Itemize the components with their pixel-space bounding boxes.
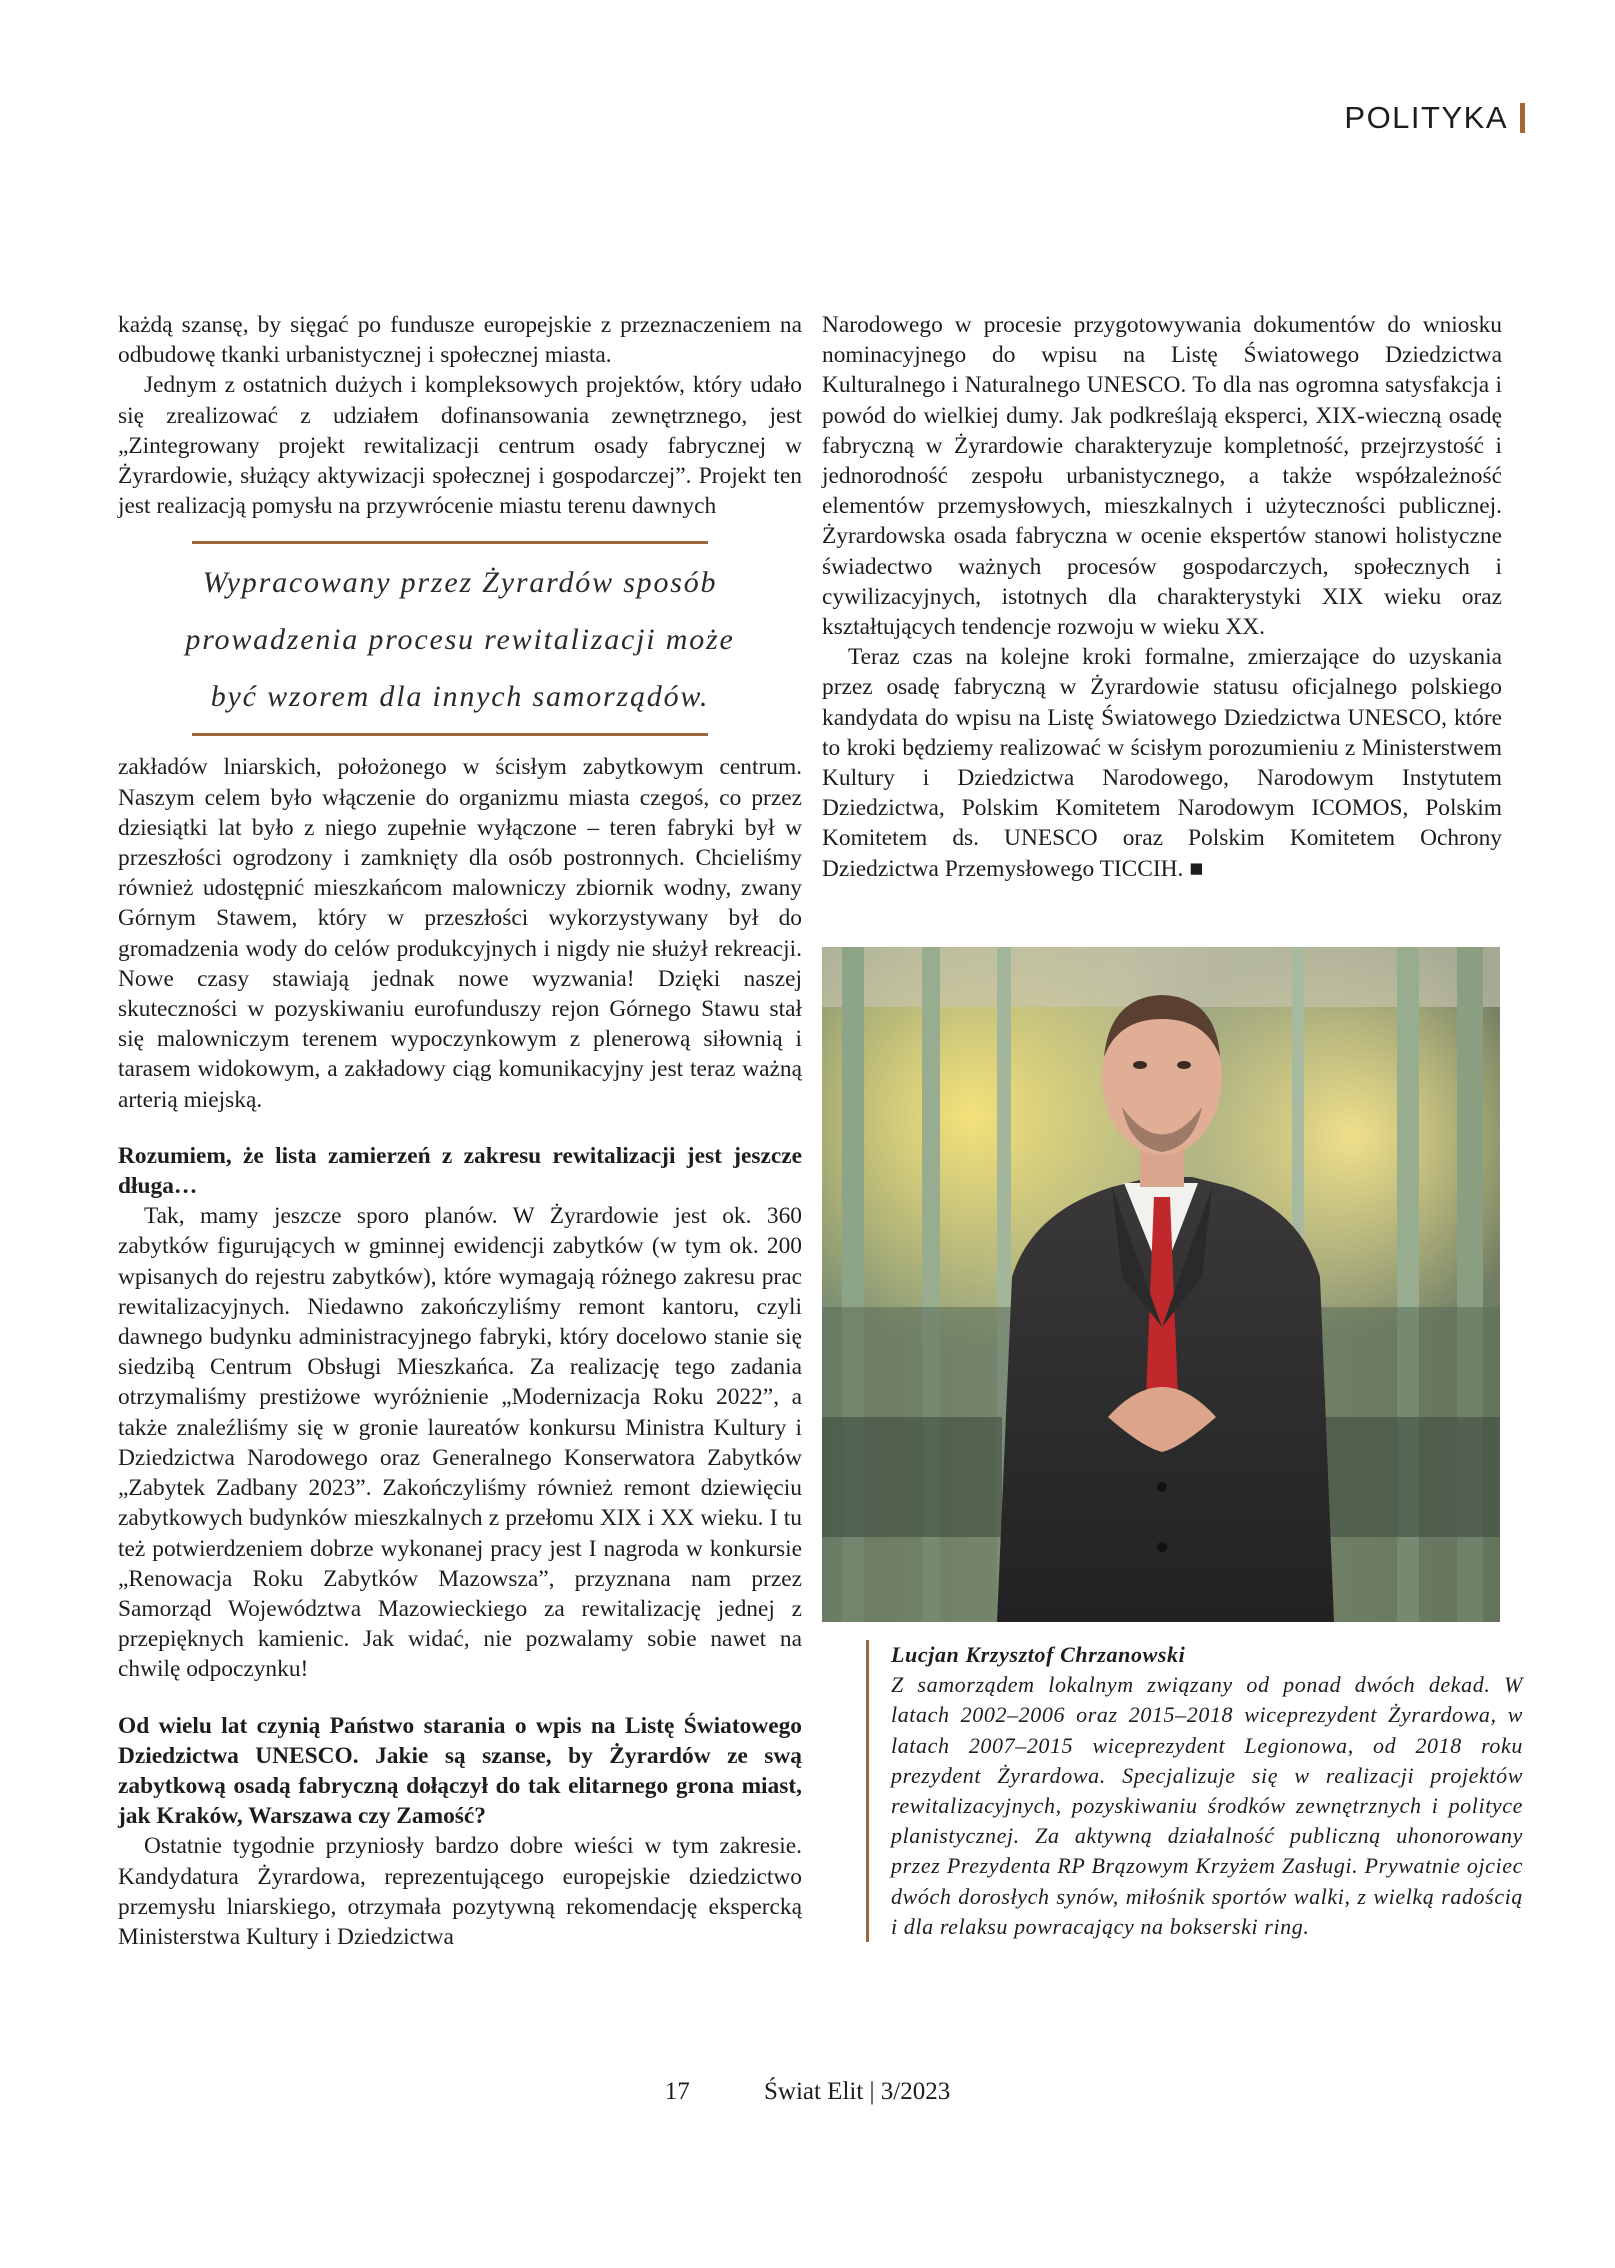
end-mark: ■	[1189, 855, 1204, 882]
magazine-issue: Świat Elit | 3/2023	[763, 2078, 951, 2105]
paragraph: Tak, mamy jeszcze sporo planów. W Żyrardowie jest ok. 360 zabytków figurujących w gminnej ewidencji zabytków (w tym ok. 200 wpisanych do rejestru zabytków), które wymagają różnego zakresu prac rewitalizacyjnych. Niedawno zakończyliśmy remont kantoru, czyli dawnego budynku administracyjnego fabryki, który docelowo stanie się siedzibą Centrum Obsługi Mieszkańca. Za realizację tego zadania otrzymaliśmy prestiżowe wyróżnienie „Modernizacja Roku 2022”, a także znaleźliśmy się w gronie laureatów konkursu Ministra Kultury i Dziedzictwa Narodowego oraz Generalnego Konserwatora Zabytków „Zabytek Zadbany 2023”. Zakończyliśmy również remont dziewięciu zabytkowych budynków mieszkalnych z przełomu XIX i XX wieku. I tu też potwierdzeniem dobrze wykonanej pracy jest I nagroda w konkursie „Renowacja Roku Zabytków Mazowsza”, przyznana nam przez Samorząd Województwa Mazowieckiego za rewitalizację jednej z przepięknych kamienic. Jak widać, nie pozwalamy sobie nawet na chwilę odpoczynku!	[118, 1203, 802, 1683]
pull-quote	[118, 541, 802, 736]
page-number: 17	[664, 2078, 690, 2105]
left-column	[118, 310, 802, 1952]
paragraph-text: Teraz czas na kolejne kroki formalne, zmierzające do uzyskania przez osadę fabryczną w Żyrardowie statusu oficjalnego polskiego kandydata do wpisu na Listę Światowego Dziedzictwa UNESCO, które to kroki będziemy realizować w ścisłym porozumieniu z Ministerstwem Kultury i Dziedzictwa Narodowego, Narodowym Instytutem Dziedzictwa, Polskim Komitetem Narodowym ICOMOS, Polskim Komitetem ds. UNESCO oraz Polskim Komitetem Ochrony Dziedzictwa Przemysłowego TICCIH.	[822, 644, 1502, 882]
section-title: POLITYKA	[1344, 100, 1508, 135]
pull-quote-rule-bottom	[192, 733, 708, 736]
right-column	[822, 310, 1502, 884]
paragraph: każdą szansę, by sięgać po fundusze europejskie z przeznaczeniem na odbudowę tkanki urbanistycznej i społecznej miasta.	[118, 312, 802, 369]
paragraph: Ostatnie tygodnie przyniosły bardzo dobre wieści w tym zakresie. Kandydatura Żyrardowa, reprezentującego europejskie dziedzictwo przemysłu lniarskiego, otrzymała pozytywną rekomendację ekspercką Ministerstwa Kultury i Dziedzictwa	[118, 1833, 802, 1950]
interview-question: Rozumiem, że lista zamierzeń z zakresu rewitalizacji jest jeszcze długa…	[118, 1142, 802, 1200]
page-footer	[0, 2078, 1615, 2106]
paragraph	[822, 642, 1502, 884]
section-header	[1344, 100, 1525, 136]
photo-caption	[866, 1640, 1523, 1942]
paragraph: zakładów lniarskich, położonego w ścisłym zabytkowym centrum. Naszym celem było włączenie do organizmu miasta czegoś, co przez dziesiątki lat było z niego zupełnie wyłączone – teren fabryki był w przeszłości ogrodzony i zamknięty dla osób postronnych. Chcieliśmy również udostępnić mieszkańcom malowniczy zbiornik wodny, zwany Górnym Stawem, który w przeszłości wykorzystywany był do gromadzenia wody do celów produkcyjnych i nigdy nie służył rekreacji. Nowe czasy stawiają jednak nowe wyzwania! Dzięki naszej skuteczności w pozyskiwaniu eurofunduszy rejon Górnego Stawu stał się malowniczym terenem wypoczynkowym z plenerową siłownią i tarasem widokowym, a zakładowy ciąg komunikacyjny jest teraz ważną arterią miejską.	[118, 754, 802, 1113]
pull-quote-text: Wypracowany przez Żyrardów sposób prowadzenia procesu rewitalizacji może być wzorem dla innych samorządów.	[185, 566, 735, 714]
paragraph: Jednym z ostatnich dużych i kompleksowych projektów, który udało się zrealizować z udziałem dofinansowania zewnętrznego, jest „Zintegrowany projekt rewitalizacji centrum osady fabrycznej w Żyrardowie, służący aktywizacji społecznej i gospodarczej”. Projekt ten jest realizacją pomysłu na przywrócenie miastu terenu dawnych	[118, 372, 802, 520]
section-accent-bar	[1520, 103, 1525, 133]
caption-text: Z samorządem lokalnym związany od ponad dwóch dekad. W latach 2002–2006 oraz 2015–2018 wiceprezydent Żyrardowa, w latach 2007–2015 wiceprezydent Legionowa, od 2018 roku prezydent Żyrardowa. Specjalizuje się w realizacji projektów rewitalizacyjnych, pozyskiwaniu środków zewnętrznych i polityce planistycznej. Za aktywną działalność publiczną uhonorowany przez Prezydenta RP Brązowym Krzyżem Zasługi. Prywatnie ojciec dwóch dorosłych synów, miłośnik sportów walki, z wielką radością i dla relaksu powracający na bokserski ring.	[891, 1672, 1523, 1939]
paragraph: Narodowego w procesie przygotowywania dokumentów do wniosku nominacyjnego do wpisu na Listę Światowego Dziedzictwa Kulturalnego i Naturalnego UNESCO. To dla nas ogromna satysfakcja i powód do wielkiej dumy. Jak podkreślają eksperci, XIX-wieczną osadę fabryczną w Żyrardowie charakteryzuje kompletność, przejrzystość i jednorodność zespołu urbanistycznego, a także współzależność elementów przemysłowych, mieszkalnych i użyteczności publicznej. Żyrardowska osada fabryczna w ocenie ekspertów stanowi holistyczne świadectwo ważnych procesów gospodarczych, społecznych i cywilizacyjnych, istotnych dla charakterystyki XIX wieku oraz kształtujących tendencje rozwoju w wieku XX.	[822, 312, 1502, 641]
portrait-photo	[822, 947, 1500, 1622]
caption-name: Lucjan Krzysztof Chrzanowski	[891, 1642, 1186, 1667]
interview-question: Od wielu lat czynią Państwo starania o wpis na Listę Światowego Dziedzictwa UNESCO. Jakie są szanse, by Żyrardów ze swą zabytkową osadą fabryczną dołączył do tak elitarnego grona miast, jak Kraków, Warszawa czy Zamość?	[118, 1712, 802, 1830]
